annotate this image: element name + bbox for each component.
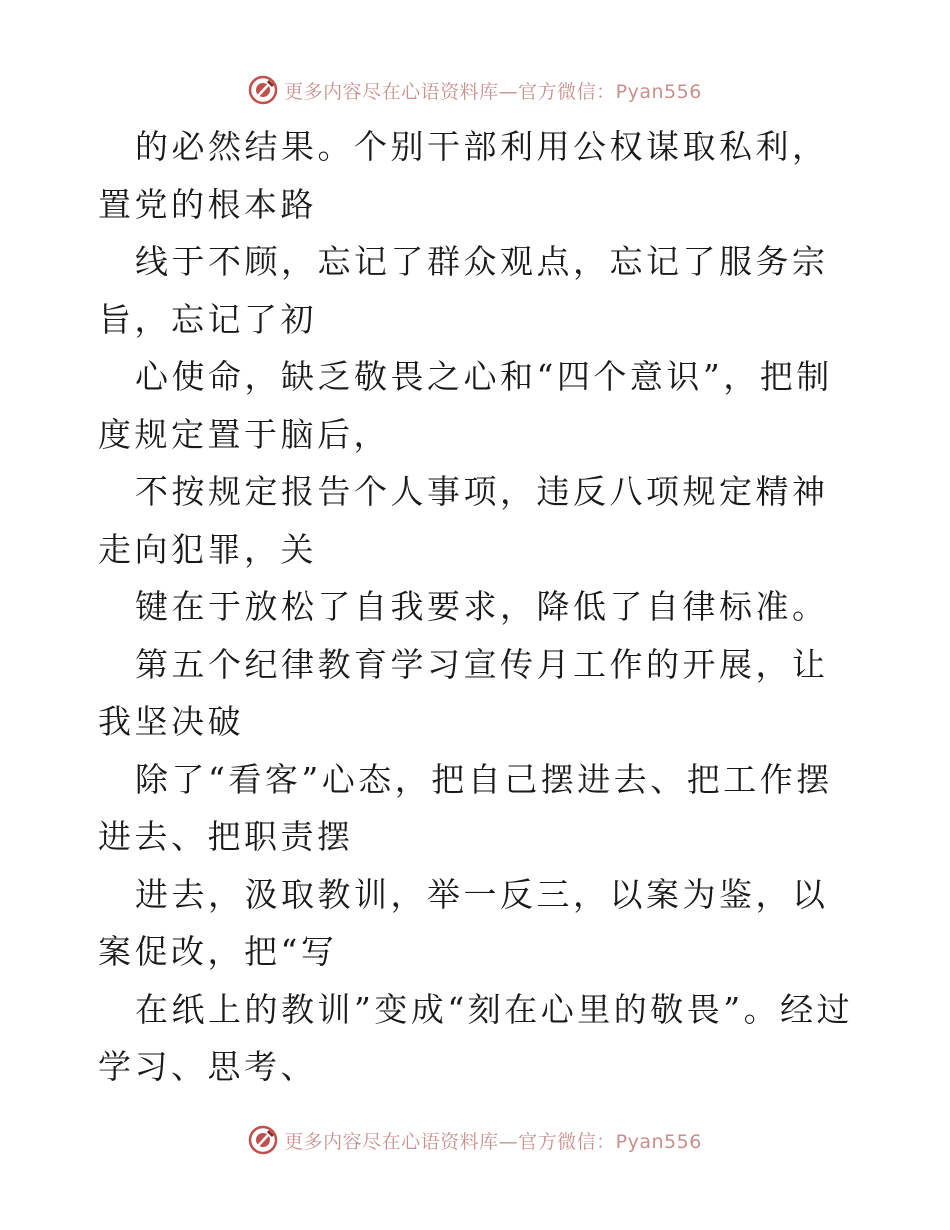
paragraph: 除了“看客”心态，把自己摆进去、把工作摆进去、把职责摆 (98, 759, 833, 856)
watermark-text: 更多内容尽在心语资料库—官方微信：Pyan556 (284, 80, 702, 103)
watermark-footer (0, 1120, 950, 1160)
watermark-text: 更多内容尽在心语资料库—官方微信：Pyan556 (284, 1130, 702, 1153)
paragraph: 第五个纪律教育学习宣传月工作的开展，让我坚决破 (98, 644, 829, 741)
paragraph: 进去，汲取教训，举一反三，以案为鉴，以案促改，把“写 (98, 874, 829, 971)
paragraph: 不按规定报告个人事项，违反八项规定精神走向犯罪，关 (98, 472, 829, 569)
document-body (98, 118, 858, 1096)
brand-seal-icon (248, 75, 278, 105)
paragraph: 在纸上的教训”变成“刻在心里的敬畏”。经过学习、思考、 (98, 989, 854, 1086)
paragraph: 线于不顾，忘记了群众观点，忘记了服务宗旨，忘记了初 (98, 242, 829, 339)
brand-seal-icon (248, 1125, 278, 1155)
paragraph: 的必然结果。个别干部利用公权谋取私利，置党的根本路 (98, 127, 829, 224)
watermark-header (0, 70, 950, 110)
paragraph: 键在于放松了自我要求，降低了自律标准。 (135, 587, 829, 626)
paragraph: 心使命，缺乏敬畏之心和“四个意识”，把制度规定置于脑后， (98, 357, 833, 454)
